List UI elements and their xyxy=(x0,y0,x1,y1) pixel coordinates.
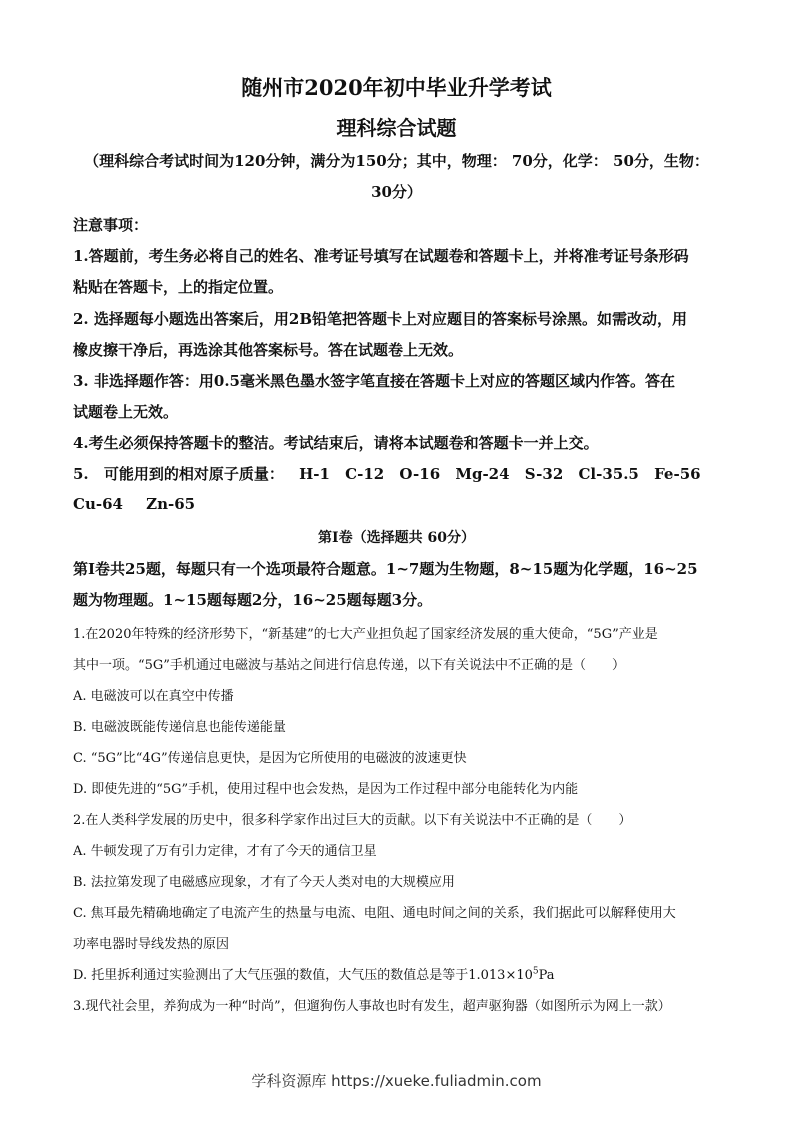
question-2-option-b: B. 法拉第发现了电磁感应现象，才有了今天人类对电的大规模应用 xyxy=(73,875,455,890)
question-1-option-a: A. 电磁波可以在真空中传播 xyxy=(73,689,234,704)
section-desc-line-1: 第I卷共25题，每题只有一个选项最符合题意。1~7题为生物题，8~15题为化学题，16~25 xyxy=(73,560,698,578)
section-desc-line-2: 题为物理题。1~15题每题2分，16~25题每题3分。 xyxy=(73,591,433,609)
notes-line: 试题卷上无效。 xyxy=(73,403,179,421)
notes-line: 5. 可能用到的相对原子质量： H-1 C-12 O-16 Mg-24 S-32 Cl-35.5 Fe-56 xyxy=(73,465,701,483)
notes-line: Cu-64 Zn-65 xyxy=(73,495,196,513)
footer-watermark: 学科资源库 https://xueke.fuliadmin.com xyxy=(251,1072,542,1090)
question-2-option-c-line-2: 功率电器时导线发热的原因 xyxy=(73,937,230,952)
question-2-stem: 2.在人类科学发展的历史中，很多科学家作出过巨大的贡献。以下有关说法中不正确的是（ ） xyxy=(73,813,632,828)
notes-heading: 注意事项： xyxy=(73,216,149,234)
exam-title: 随州市2020年初中毕业升学考试 xyxy=(241,75,552,100)
notes-line: 4.考生必须保持答题卡的整洁。考试结束后，请将本试题卷和答题卡一并上交。 xyxy=(73,434,599,452)
notes-line: 3. 非选择题作答：用0.5毫米黑色墨水签字笔直接在答题卡上对应的答题区域内作答。答在 xyxy=(73,372,675,390)
notes-line: 粘贴在答题卡，上的指定位置。 xyxy=(73,278,284,296)
exam-info-line-2: 30分） xyxy=(371,183,422,201)
question-1-stem-line-1: 1.在2020年特殊的经济形势下，“新基建”的七大产业担负起了国家经济发展的重大使命，“5G”产业是 xyxy=(73,627,658,642)
question-2-option-d xyxy=(73,964,723,983)
exam-info-line-1: （理科综合考试时间为120分钟，满分为150分；其中，物理： 70分，化学： 50分，生物： xyxy=(84,152,709,170)
question-1-option-b: B. 电磁波既能传递信息也能传递能量 xyxy=(73,720,286,735)
question-2-option-d-unit: Pa xyxy=(538,968,555,983)
notes-line: 橡皮擦干净后，再选涂其他答案标号。答在试题卷上无效。 xyxy=(73,341,464,359)
question-2-option-d-text: D. 托里拆利通过实验测出了大气压强的数值，大气压的数值总是等于1.013×10 xyxy=(73,968,533,983)
question-1-option-c: C. “5G”比“4G”传递信息更快，是因为它所使用的电磁波的波速更快 xyxy=(73,751,467,766)
notes-line: 2. 选择题每小题选出答案后，用2B铅笔把答题卡上对应题目的答案标号涂黑。如需改动，用 xyxy=(73,310,688,328)
exam-subtitle: 理科综合试题 xyxy=(336,116,457,140)
question-2-option-d-exponent: 5 xyxy=(532,966,539,977)
section-title: 第I卷（选择题共 60分） xyxy=(318,530,475,546)
question-2-option-a: A. 牛顿发现了万有引力定律，才有了今天的通信卫星 xyxy=(73,844,377,859)
question-2-option-c-line-1: C. 焦耳最先精确地确定了电流产生的热量与电流、电阻、通电时间之间的关系，我们据此可以解释使用大 xyxy=(73,906,676,921)
question-3-stem-line-1: 3.现代社会里，养狗成为一种“时尚”，但遛狗伤人事故也时有发生，超声驱狗器（如图所示为网上一款） xyxy=(73,999,671,1014)
notes-line: 1.答题前，考生务必将自己的姓名、准考证号填写在试题卷和答题卡上，并将准考证号条形码 xyxy=(73,247,689,265)
question-1-option-d: D. 即使先进的“5G”手机，使用过程中也会发热，是因为工作过程中部分电能转化为内能 xyxy=(73,782,579,797)
question-1-stem-line-2: 其中一项。“5G”手机通过电磁波与基站之间进行信息传递，以下有关说法中不正确的是（ ） xyxy=(73,658,625,673)
